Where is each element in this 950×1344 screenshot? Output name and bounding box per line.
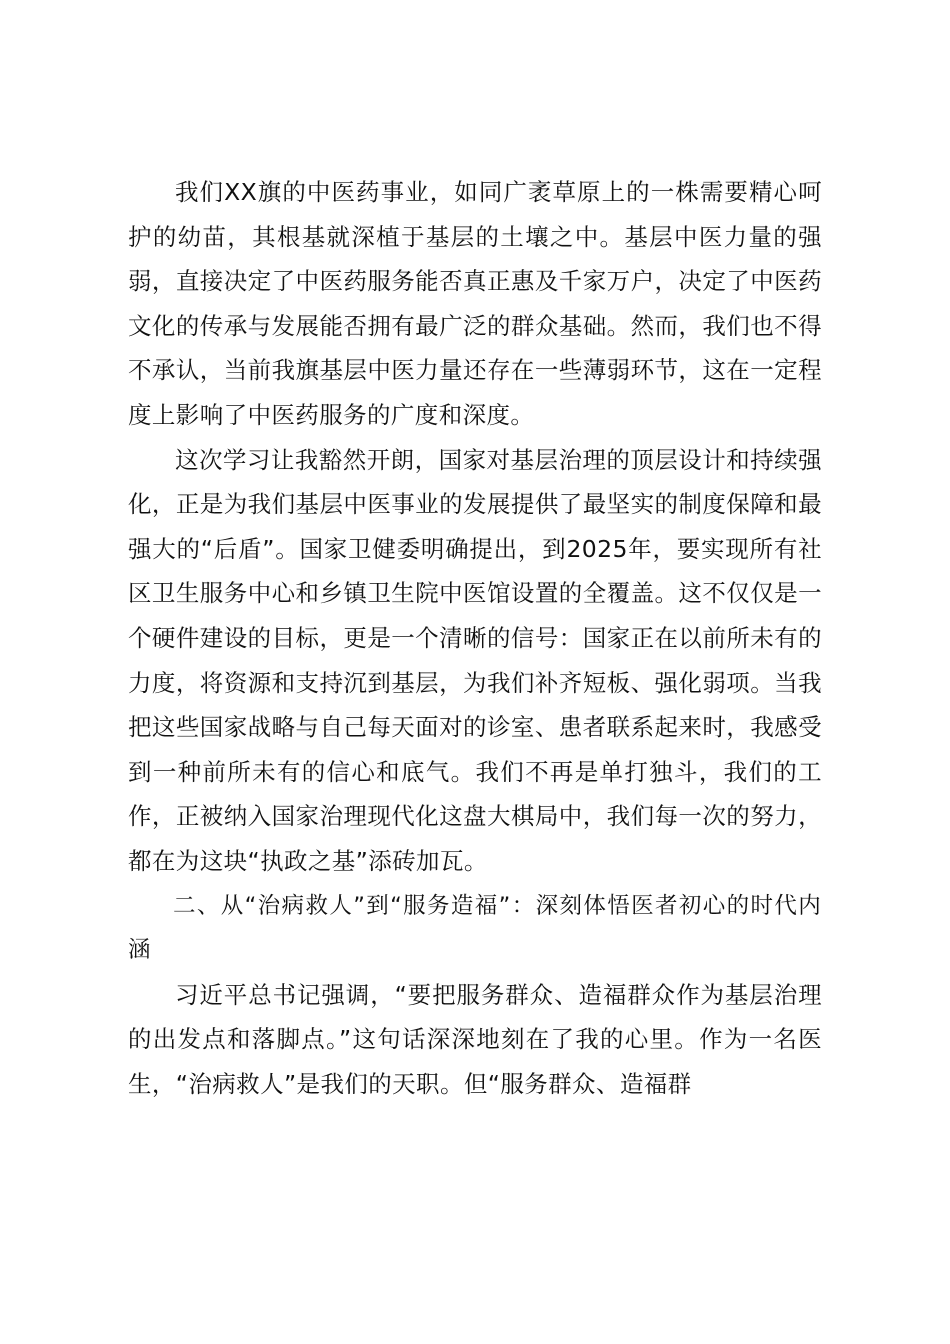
- paragraph-serving-the-people: 习近平总书记强调，“要把服务群众、造福群众作为基层治理的出发点和落脚点。”这句话深深地刻在了我的心里。作为一名医生，“治病救人”是我们的天职。但“服务群众、造福群: [128, 980, 822, 1098]
- document-body: [128, 170, 822, 1106]
- paragraph-grassroots-foundation: 我们XX旗的中医药事业，如同广袤草原上的一株需要精心呵护的幼苗，其根基就深植于基层的土壤之中。基层中医力量的强弱，直接决定了中医药服务能否真正惠及千家万户，决定了中医药文化的传承与发展能否拥有最广泛的群众基础。然而，我们也不得不承认，当前我旗基层中医力量还存在一些薄弱环节，这在一定程度上影响了中医药服务的广度和深度。: [128, 178, 822, 429]
- section-heading: 二、从“治病救人”到“服务造福”：深刻体悟医者初心的时代内涵: [128, 892, 822, 964]
- paragraph-national-policy: 这次学习让我豁然开朗，国家对基层治理的顶层设计和持续强化，正是为我们基层中医事业的发展提供了最坚实的制度保障和最强大的“后盾”。国家卫健委明确提出，到2025年，要实现所有社区卫生服务中心和乡镇卫生院中医馆设置的全覆盖。这不仅仅是一个硬件建设的目标，更是一个清晰的信号：国家正在以前所未有的力度，将资源和支持沉到基层，为我们补齐短板、强化弱项。当我把这些国家战略与自己每天面对的诊室、患者联系起来时，我感受到一种前所未有的信心和底气。我们不再是单打独斗，我们的工作，正被纳入国家治理现代化这盘大棋局中，我们每一次的努力，都在为这块“执政之基”添砖加瓦。: [128, 445, 822, 875]
